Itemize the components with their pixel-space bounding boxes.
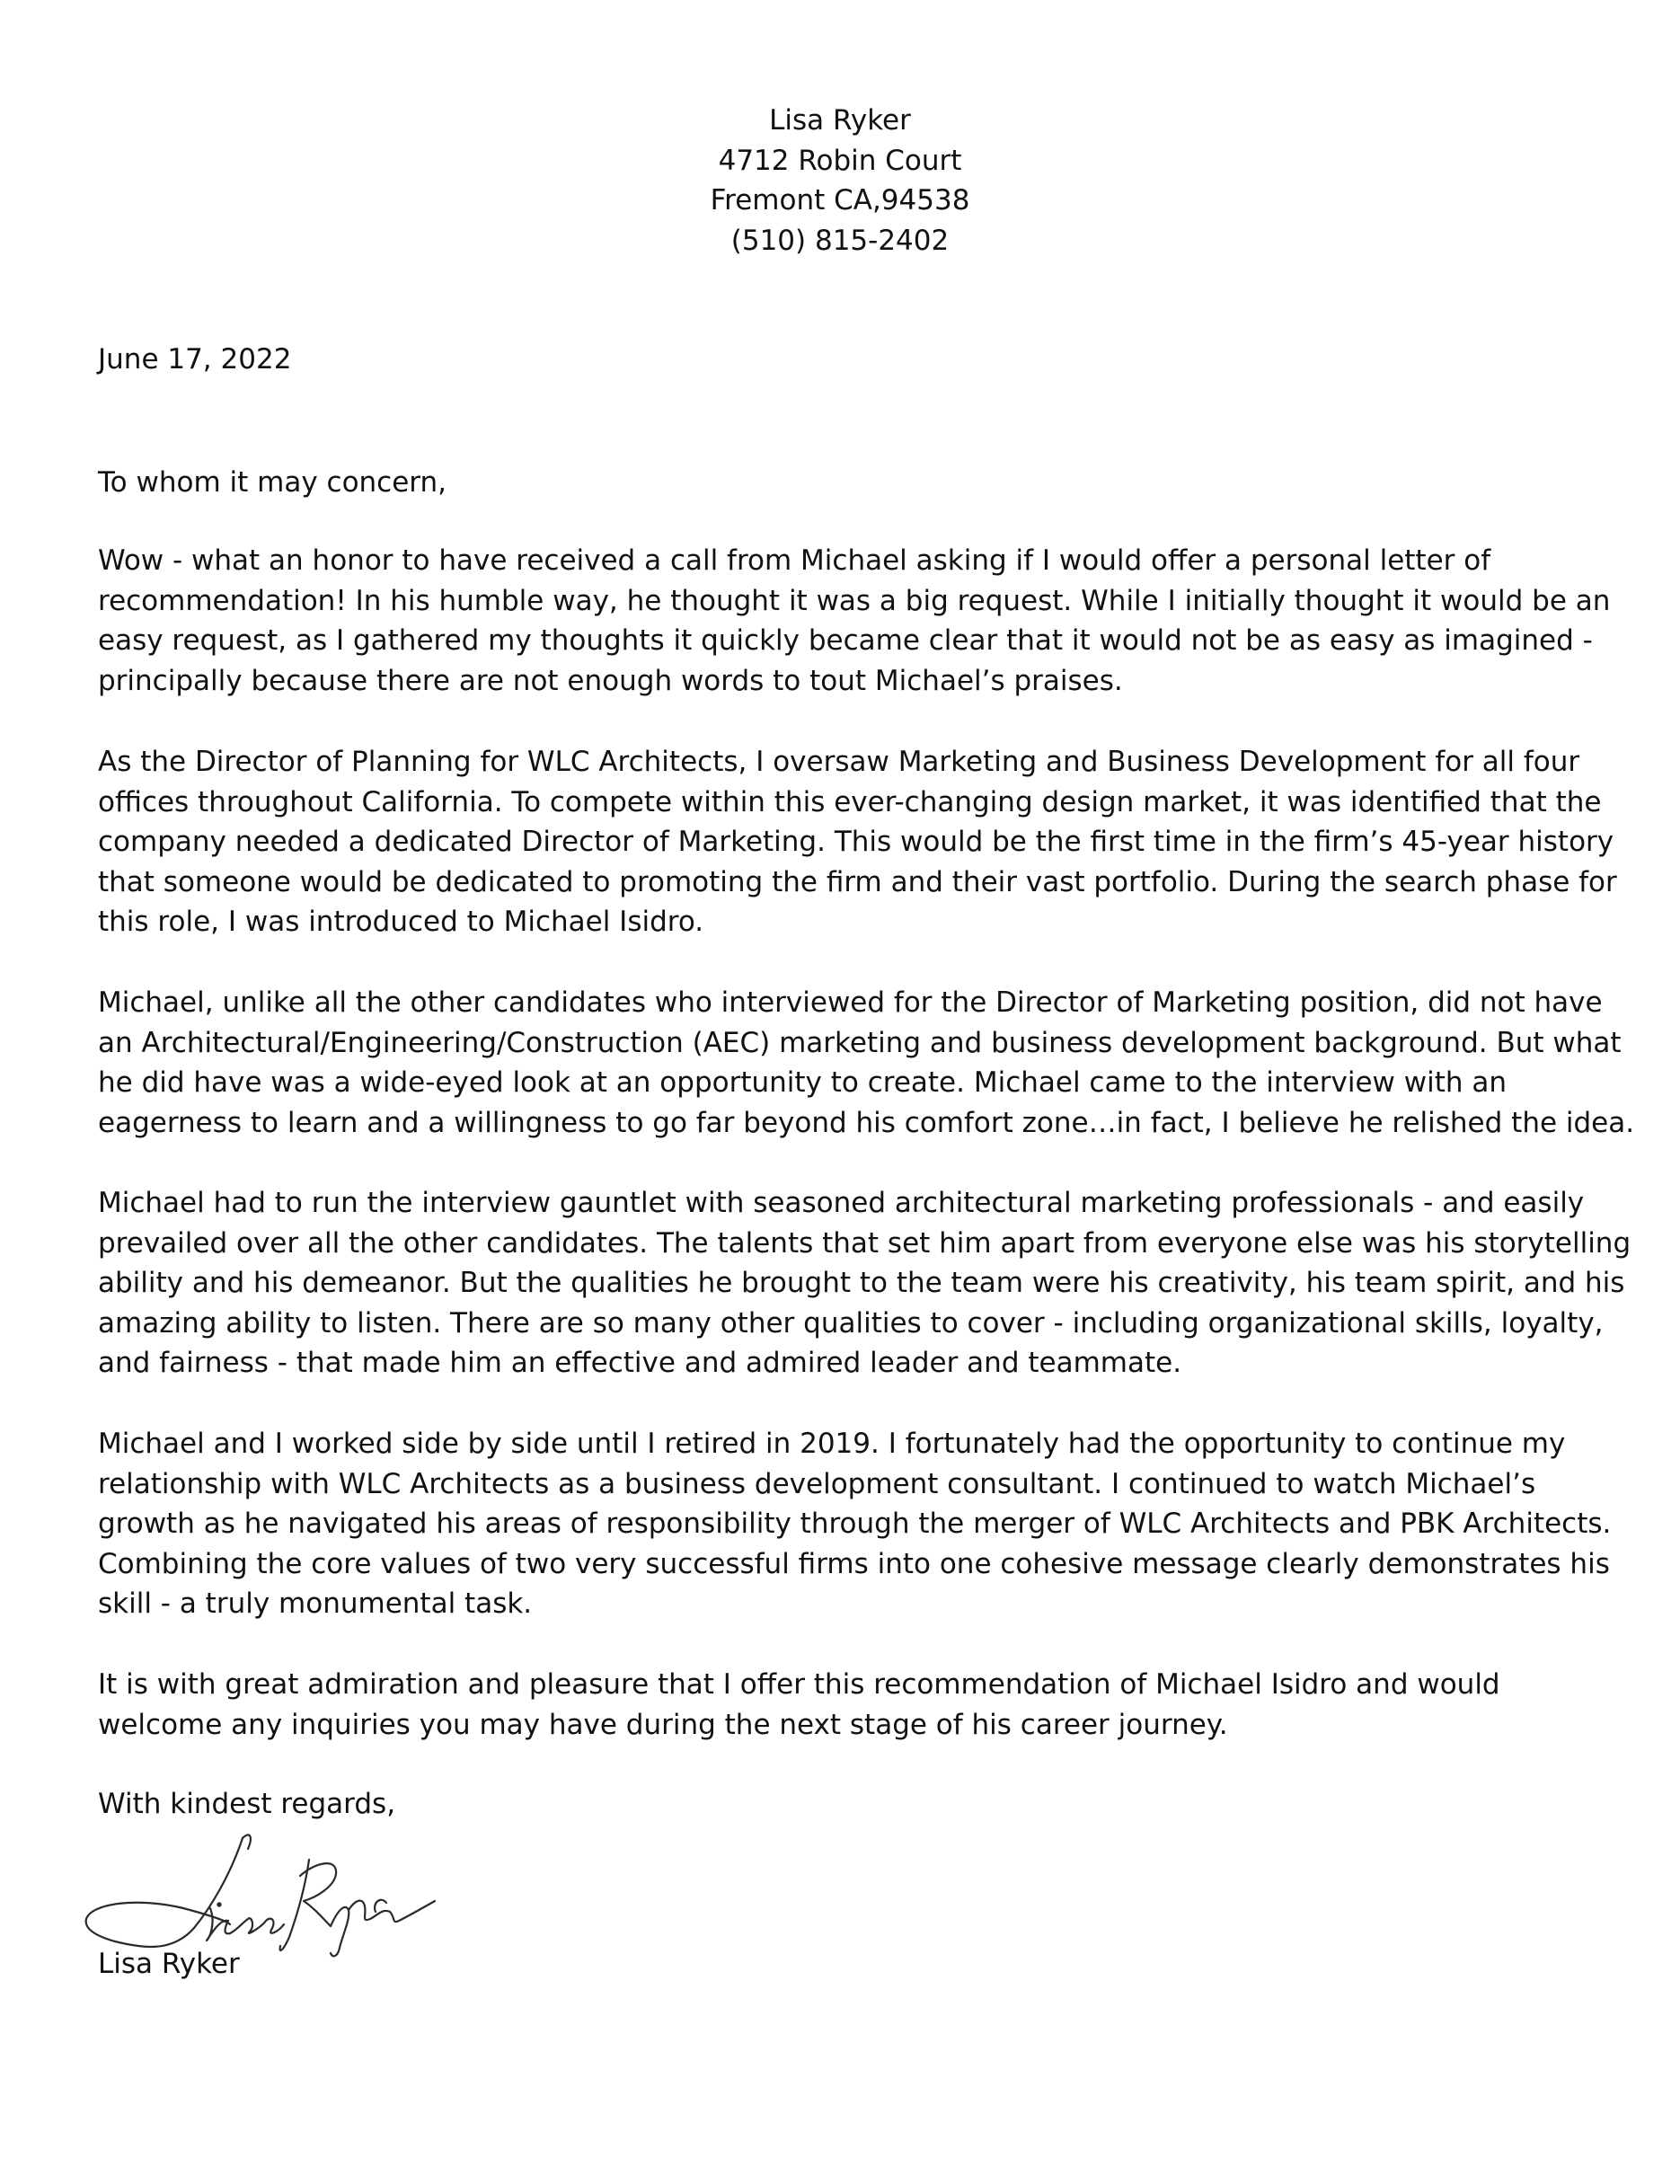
paragraph-1 (98, 541, 1610, 701)
paragraph-line: growth as he navigated his areas of responsibility through the merger of WLC Architects and PBK Architects. (98, 1508, 1612, 1540)
paragraph-line: As the Director of Planning for WLC Architects, I oversaw Marketing and Business Development for all four (98, 746, 1580, 778)
paragraph-6 (98, 1665, 1500, 1745)
paragraph-line: Michael had to run the interview gauntlet with seasoned architectural marketing professionals - and easily (98, 1187, 1585, 1219)
paragraph-line: and fairness - that made him an effective and admired leader and teammate. (98, 1347, 1182, 1379)
paragraph-line: company needed a dedicated Director of Marketing. This would be the first time in the firm’s 45-year history (98, 826, 1614, 858)
paragraph-line: easy request, as I gathered my thoughts it quickly became clear that it would not be as easy as imagined - (98, 624, 1593, 657)
paragraph-line: that someone would be dedicated to promoting the firm and their vast portfolio. During the search phase for (98, 865, 1617, 898)
paragraph-line: an Architectural/Engineering/Construction (AEC) marketing and business development background. But what (98, 1026, 1622, 1059)
paragraph-line: eagerness to learn and a willingness to go far beyond his comfort zone…in fact, I believe he relished the idea. (98, 1106, 1635, 1139)
paragraph-line: offices throughout California. To compete within this ever-changing design market, it was identified that the (98, 785, 1602, 818)
paragraph-line: recommendation! In his humble way, he thought it was a big request. While I initially thought it would be an (98, 584, 1611, 617)
paragraph-line: principally because there are not enough words to tout Michael’s praises. (98, 664, 1123, 697)
paragraph-2 (98, 742, 1617, 942)
sender-phone: (510) 815-2402 (730, 224, 950, 257)
paragraph-line: Combining the core values of two very successful firms into one cohesive message clearly demonstrates his (98, 1547, 1610, 1580)
salutation: To whom it may concern, (98, 466, 447, 499)
letter-date: June 17, 2022 (98, 343, 292, 376)
paragraph-line: welcome any inquiries you may have during the next stage of his career journey. (98, 1708, 1228, 1741)
paragraph-line: amazing ability to listen. There are so many other qualities to cover - including organizational skills, loyalty, (98, 1306, 1604, 1340)
paragraph-line: skill - a truly monumental task. (98, 1587, 533, 1620)
paragraph-4 (98, 1183, 1631, 1384)
paragraph-line: Michael and I worked side by side until I retired in 2019. I fortunately had the opportunity to continue my (98, 1428, 1566, 1460)
paragraph-5 (98, 1424, 1611, 1624)
paragraph-line: this role, I was introduced to Michael Isidro. (98, 906, 704, 938)
paragraph-line: relationship with WLC Architects as a business development consultant. I continued to watch Michael’s (98, 1467, 1536, 1500)
signer-name: Lisa Ryker (98, 1948, 240, 1980)
sender-name: Lisa Ryker (769, 104, 911, 137)
sender-address-block (0, 101, 1680, 261)
sender-city: Fremont CA,94538 (710, 184, 970, 217)
sender-street: 4712 Robin Court (718, 144, 962, 177)
paragraph-line: he did have was a wide-eyed look at an opportunity to create. Michael came to the interview with an (98, 1066, 1508, 1099)
paragraph-line: Wow - what an honor to have received a call from Michael asking if I would offer a personal letter of (98, 544, 1491, 577)
paragraph-line: prevailed over all the other candidates. The talents that set him apart from everyone else was his storytelling (98, 1226, 1631, 1260)
paragraph-line: ability and his demeanor. But the qualities he brought to the team were his creativity, his team spirit, and his (98, 1267, 1625, 1299)
paragraph-line: It is with great admiration and pleasure that I offer this recommendation of Michael Isidro and would (98, 1668, 1500, 1701)
paragraph-3 (98, 983, 1634, 1143)
closing: With kindest regards, (98, 1788, 396, 1820)
paragraph-line: Michael, unlike all the other candidates who interviewed for the Director of Marketing position, did not have (98, 986, 1603, 1019)
